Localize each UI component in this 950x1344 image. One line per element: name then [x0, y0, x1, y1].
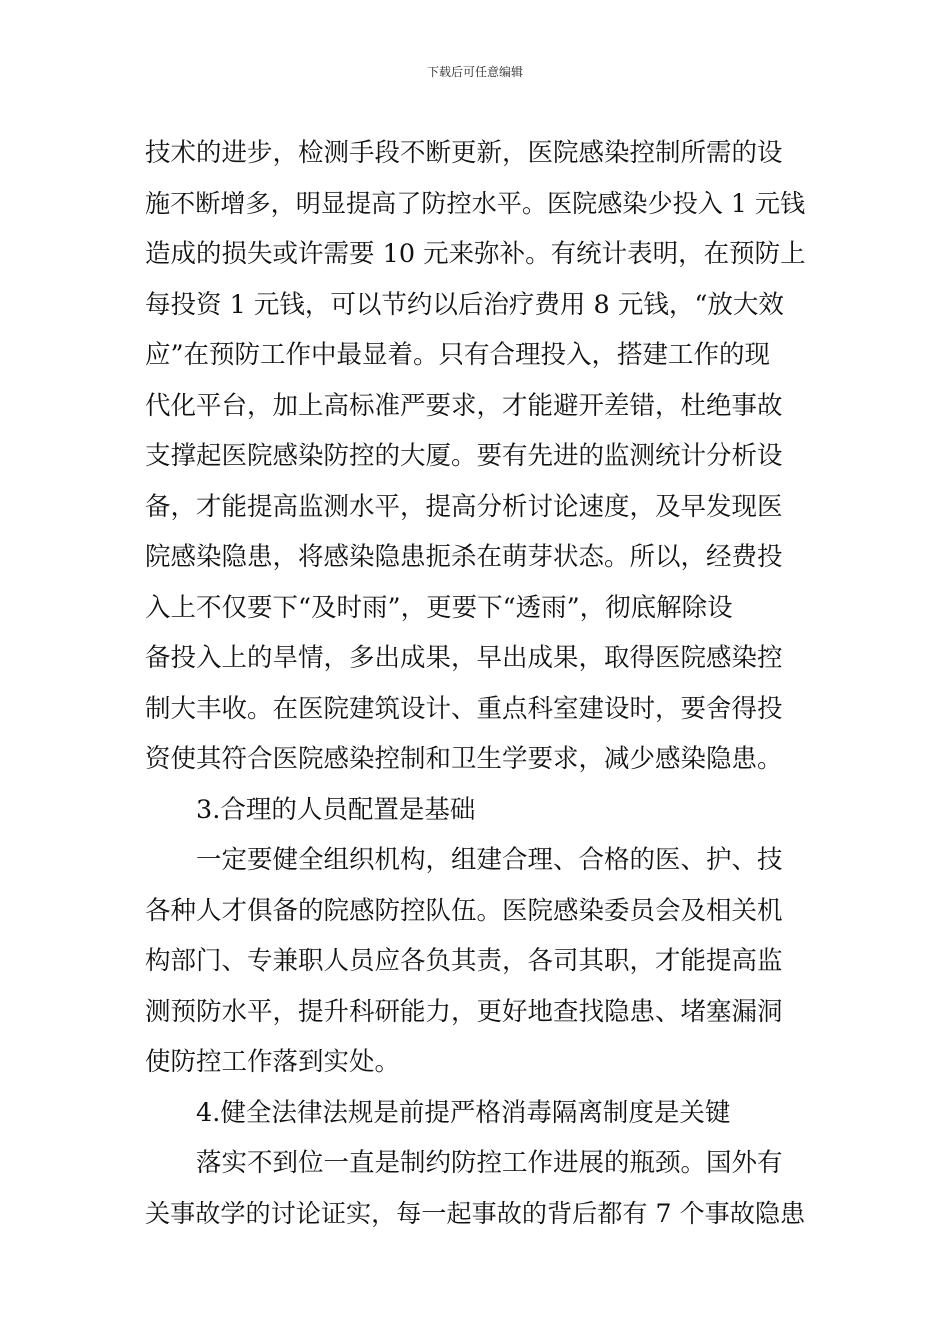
text-line: 测预防水平，提升科研能力，更好地查找隐患、堵塞漏洞: [145, 996, 783, 1027]
text-line: 4.健全法律法规是前提严格消毒隔离制度是关键: [196, 1097, 731, 1128]
text-line: 施不断增多，明显提高了防控水平。医院感染少投入 1 元钱: [145, 188, 806, 218]
text-line: 院感染隐患，将感染隐患扼杀在萌芽状态。所以，经费投: [145, 542, 783, 572]
text-line: 资使其符合医院感染控制和卫生学要求，减少感染隐患。: [145, 744, 783, 774]
text-line: 支撑起医院感染防控的大厦。要有先进的监测统计分析设: [145, 441, 783, 471]
text-line: 使防控工作落到实处。: [145, 1047, 401, 1077]
document-body: [145, 128, 809, 1239]
text-line: 构部门、专兼职人员应各负其责，各司其职，才能提高监: [145, 946, 783, 976]
text-line: 各种人才俱备的院感防控队伍。医院感染委员会及相关机: [145, 895, 783, 926]
text-line: 应”在预防工作中最显着。只有合理投入，搭建工作的现: [145, 340, 771, 370]
text-line: 代化平台，加上高标准严要求，才能避开差错，杜绝事故: [145, 390, 783, 421]
text-line: 每投资 1 元钱，可以节约以后治疗费用 8 元钱，“放大效: [145, 289, 784, 320]
text-line: 技术的进步，检测手段不断更新，医院感染控制所需的设: [145, 138, 783, 168]
text-line: 3.合理的人员配置是基础: [196, 794, 476, 825]
text-line: 备投入上的旱情，多出成果，早出成果，取得医院感染控: [145, 643, 783, 673]
text-line: 造成的损失或许需要 10 元来弥补。有统计表明，在预防上: [145, 239, 806, 269]
text-line: 备，才能提高监测水平，提高分析讨论速度，及早发现医: [145, 491, 783, 522]
page-header: 下载后可任意编辑: [426, 65, 523, 79]
text-line: 制大丰收。在医院建筑设计、重点科室建设时，要舍得投: [145, 693, 783, 724]
text-line: 关事故学的讨论证实，每一起事故的背后都有 7 个事故隐患: [145, 1198, 806, 1228]
text-line: 一定要健全组织机构，组建合理、合格的医、护、技: [196, 845, 783, 875]
text-line: 落实不到位一直是制约防控工作进展的瓶颈。国外有: [196, 1148, 783, 1178]
text-line: 入上不仅要下“及时雨”，更要下“透雨”，彻底解除设: [145, 592, 733, 623]
